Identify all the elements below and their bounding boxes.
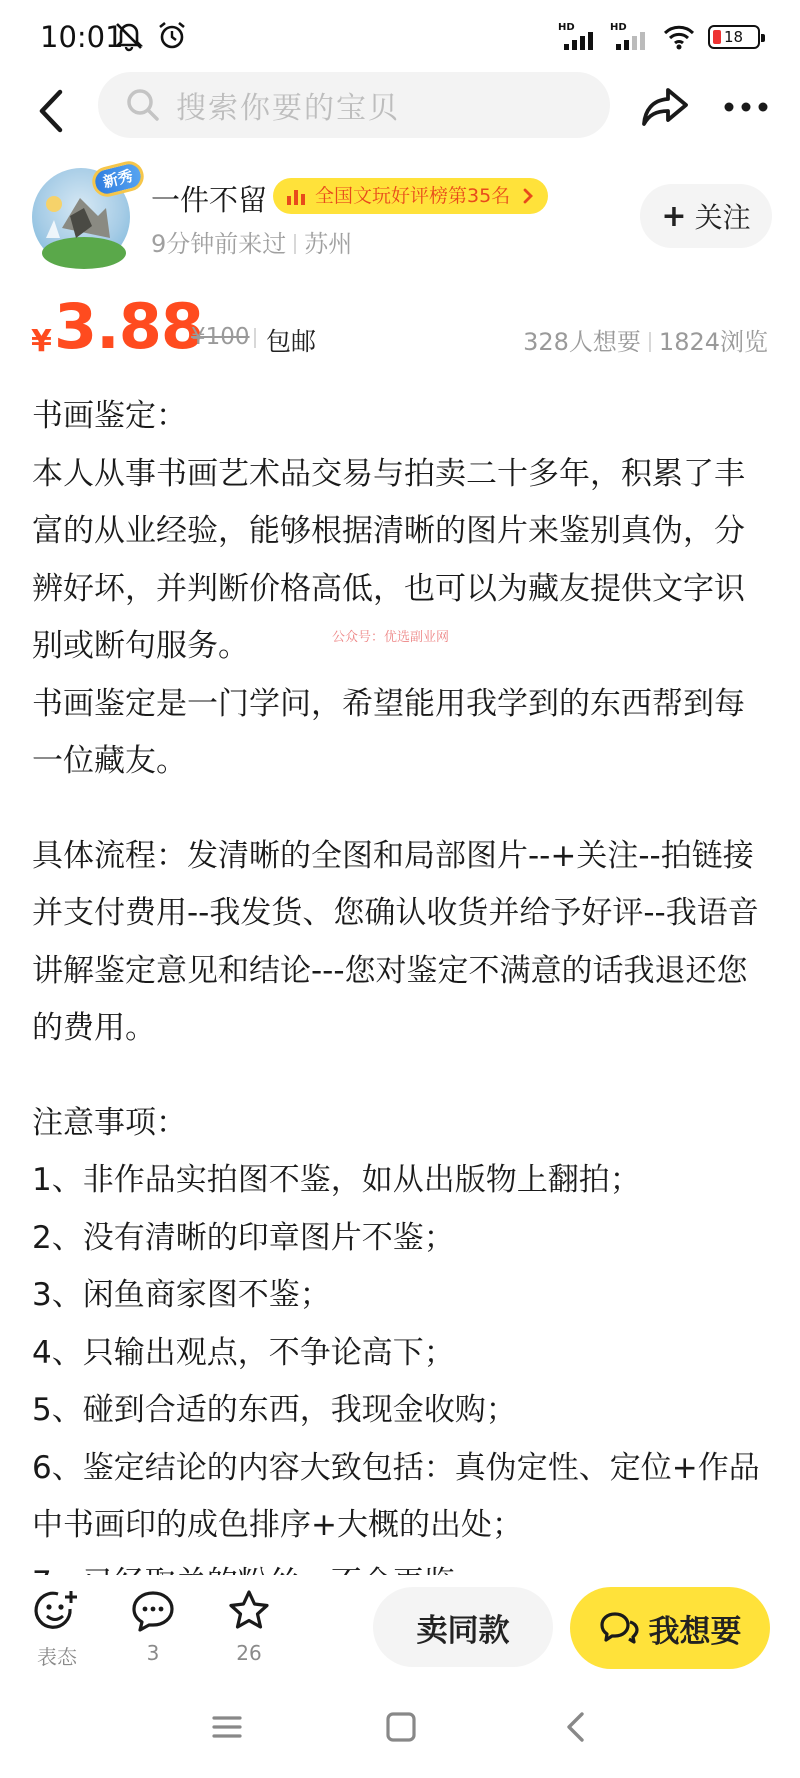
sell-same-button[interactable]: 卖同款 xyxy=(373,1587,553,1667)
price-row xyxy=(0,290,800,370)
newcomer-badge: 新秀 xyxy=(89,158,147,200)
share-button[interactable] xyxy=(640,84,690,130)
rank-tag-label: 全国文玩好评榜第35名 xyxy=(315,185,511,207)
current-price: 3.88 xyxy=(54,290,203,363)
want-label: 我想要 xyxy=(648,1613,742,1650)
emoji-react-icon xyxy=(34,1589,80,1633)
status-left-icons xyxy=(112,20,188,50)
wifi-icon xyxy=(662,23,696,51)
status-time: 10:01 xyxy=(40,20,124,54)
search-placeholder: 搜索你要的宝贝 xyxy=(176,91,400,126)
home-icon[interactable] xyxy=(384,1710,418,1744)
item-description xyxy=(32,388,772,1570)
seller-name[interactable]: 一件不留 xyxy=(151,183,268,217)
rank-tag[interactable] xyxy=(273,178,548,214)
last-seen: 9分钟前来过 xyxy=(151,230,287,258)
system-nav-bar xyxy=(0,1690,800,1778)
search-input[interactable] xyxy=(98,72,610,138)
comment-icon xyxy=(130,1589,176,1633)
chat-icon xyxy=(599,1610,639,1646)
desc-line: 注意事项： xyxy=(32,1104,187,1141)
ranking-chart-icon xyxy=(286,187,306,205)
react-button[interactable] xyxy=(22,1589,92,1670)
seller-location: 苏州 xyxy=(304,230,353,258)
comment-button[interactable] xyxy=(118,1589,188,1665)
back-button[interactable] xyxy=(30,86,74,136)
comment-count: 3 xyxy=(146,1641,160,1665)
battery-icon xyxy=(708,25,760,49)
top-nav xyxy=(0,72,800,152)
desc-line: 1、非作品实拍图不鉴，如从出版物上翻拍； xyxy=(32,1162,641,1198)
react-label: 表态 xyxy=(37,1645,77,1669)
watermark: 公众号：优选副业网 xyxy=(332,630,450,645)
follow-label: 关注 xyxy=(694,201,751,234)
desc-line: 4、只输出观点，不争论高下； xyxy=(32,1334,455,1371)
plus-icon: + xyxy=(661,198,687,234)
original-price: ¥100 xyxy=(191,324,250,350)
desc-line: 书画鉴定： xyxy=(32,398,187,434)
battery-level: 18 xyxy=(724,28,744,46)
seller-meta xyxy=(151,224,352,259)
menu-icon[interactable] xyxy=(210,1710,244,1744)
follow-button[interactable] xyxy=(640,184,772,248)
chevron-right-icon xyxy=(522,188,534,204)
alarm-icon xyxy=(156,20,188,50)
status-bar xyxy=(0,0,800,78)
currency-symbol: ¥ xyxy=(31,324,52,359)
view-count: 1824浏览 xyxy=(658,328,768,356)
shipping-label: 包邮 xyxy=(266,327,317,356)
want-count: 328人想要 xyxy=(523,328,641,356)
back-nav-icon[interactable] xyxy=(562,1710,590,1744)
desc-line: 具体流程：发清晰的全图和局部图片--+关注--拍链接并支付费用--我发货、您确认收货并给予好评--我语音讲解鉴定意见和结论---您对鉴定不满意的话我退还您的费用。 xyxy=(32,837,759,1046)
signal-icon: HD xyxy=(558,22,598,52)
mute-notification-icon xyxy=(112,20,146,50)
more-options-button[interactable] xyxy=(722,92,770,122)
desc-line: 本人从事书画艺术品交易与拍卖二十多年，积累了丰富的从业经验，能够根据清晰的图片来鉴别真伪，分辨好坏，并判断价格高低，也可以为藏友提供文字识别或断句服务。 xyxy=(32,455,745,664)
item-stats xyxy=(523,322,768,357)
desc-line: 6、鉴定结论的内容大致包括：真伪定性、定位+作品中书画印的成色排序+大概的出处； xyxy=(32,1449,760,1543)
favorite-button[interactable] xyxy=(214,1589,284,1665)
signal-icon-2: HD xyxy=(610,22,650,52)
status-right-icons xyxy=(558,22,760,52)
seller-info xyxy=(0,160,800,270)
desc-line: 5、碰到合适的东西，我现金收购； xyxy=(32,1392,517,1428)
search-icon xyxy=(126,88,160,122)
desc-line: 书画鉴定是一门学问，希望能用我学到的东西帮到每一位藏友。 xyxy=(32,685,745,779)
star-icon xyxy=(226,1589,272,1633)
favorite-count: 26 xyxy=(236,1641,262,1665)
want-button[interactable] xyxy=(570,1587,770,1669)
desc-line: 2、没有清晰的印章图片不鉴； xyxy=(32,1219,455,1256)
bottom-action-bar xyxy=(0,1575,800,1685)
desc-line: 3、闲鱼商家图不鉴； xyxy=(32,1277,331,1313)
